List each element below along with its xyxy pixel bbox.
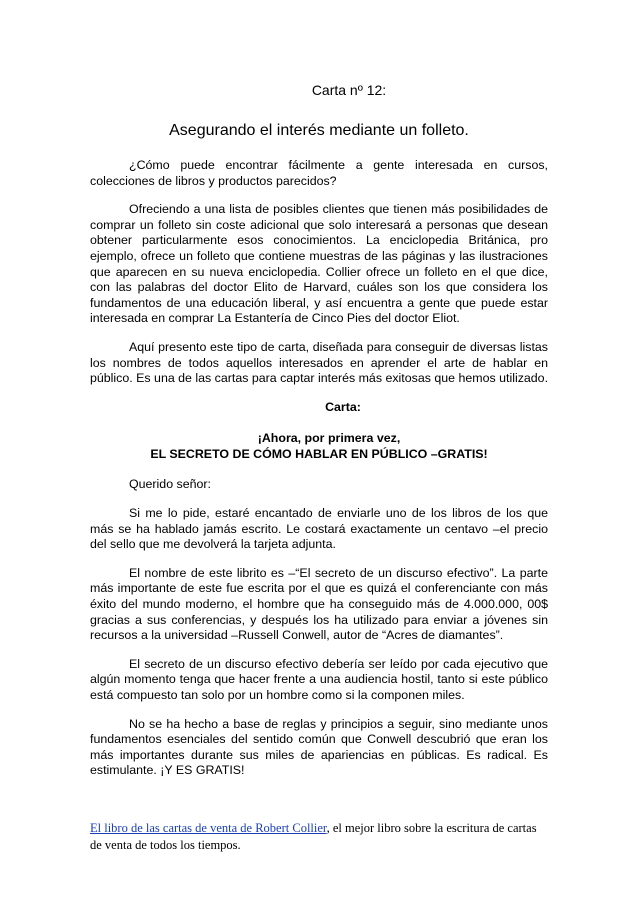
document-body [90,82,548,792]
letter-paragraph: El nombre de este librito es –“El secreto de un discurso efectivo”. La parte más importante de este fue escrita por el que es quizá el conferenciante con más éxito del mundo moderno, el hombre que ha conseguido más de 4.000.000, 00$ gracias a sus conferencias, y después los ha utilizado para enviar a jóvenes sin recursos a la universidad –Russell Conwell, autor de “Acres de diamantes”. [90,565,548,643]
letter-headline-line-2: EL SECRETO DE CÓMO HABLAR EN PÚBLICO –GRATIS! [150,446,488,461]
letter-label: Carta: [325,399,361,414]
letter-paragraph: Si me lo pide, estaré encantado de enviarle uno de los libros de los que más se ha hablado jamás escrito. Le costará exactamente un centavo –el precio del sello que me devolverá la tarjeta adjunta. [90,506,548,552]
intro-paragraph: ¿Cómo puede encontrar fácilmente a gente interesada en cursos, colecciones de libros y productos parecidos? [90,158,548,188]
letter-subtitle: Asegurando el interés mediante un folleto. [169,122,469,139]
book-link[interactable]: El libro de las cartas de venta de Robert Collier [90,821,327,835]
letter-paragraph: No se ha hecho a base de reglas y principios a seguir, sino mediante unos fundamentos esenciales del sentido común que Conwell descubrió que eran los más importantes durante sus miles de apariencias en públicas. Es radical. Es estimulante. ¡Y ES GRATIS! [90,716,548,778]
letter-headline-line-1: ¡Ahora, por primera vez, [257,431,401,446]
letter-number-title: Carta nº 12: [311,82,387,98]
book-footer-note [90,820,550,854]
footer-text: , el mejor libro sobre la escritura de cartas de venta de todos los tiempos. [90,821,537,852]
body-paragraph: Ofreciendo a una lista de posibles clientes que tienen más posibilidades de comprar un folleto sin coste adicional que solo interesará a personas que desean obtener particularmente esos conocimientos. La enciclopedia Británica, pro ejemplo, ofrece un folleto que contiene muestras de las páginas y las ilustraciones que aparecen en su nueva enciclopedia. Collier ofrece un folleto en el que dice, con las palabras del doctor Elito de Harvard, cuáles son los que considera los fundamentos de una educación liberal, y así encuentra a gente que puede estar interesada en comprar La Estantería de Cinco Pies del doctor Eliot. [90,202,548,326]
letter-greeting: Querido señor: [129,476,211,491]
letter-paragraph: El secreto de un discurso efectivo debería ser leído por cada ejecutivo que algún momento tenga que hacer frente a una audiencia hostil, tanto si este público está compuesto tan solo por un hombre como si la componen miles. [90,656,548,703]
body-paragraph: Aquí presento este tipo de carta, diseñada para conseguir de diversas listas los nombres de todos aquellos interesados en aprender el arte de hablar en público. Es una de las cartas para captar interés más exitosas que hemos utilizado. [90,339,549,386]
